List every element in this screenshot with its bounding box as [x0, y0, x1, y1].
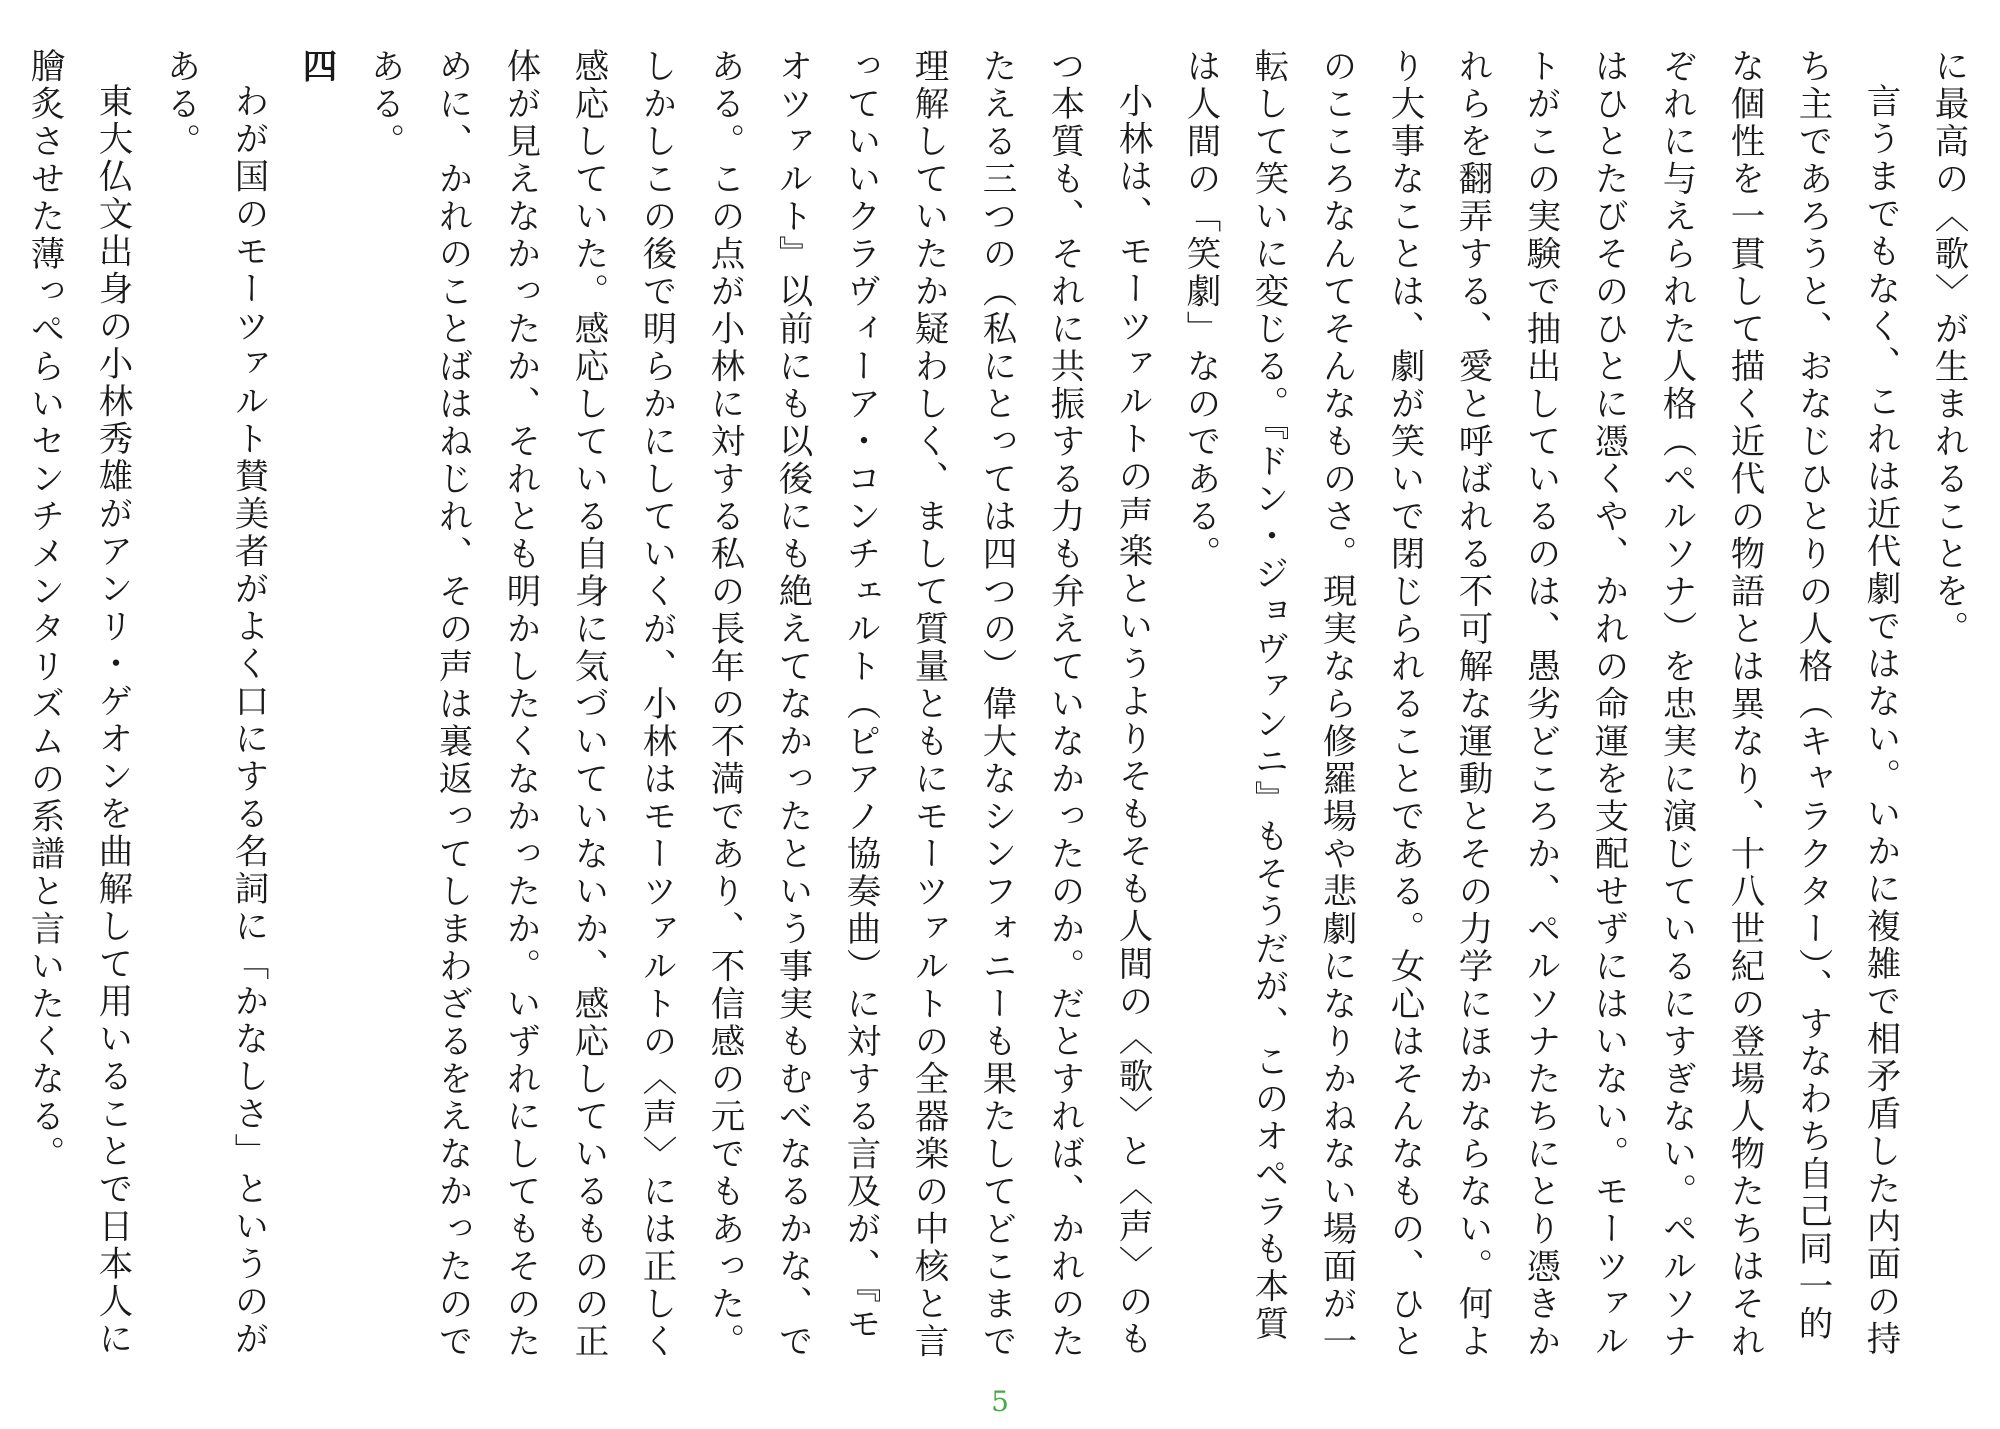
paragraph-continuation: に最高の〈歌〉が生まれることを。: [1928, 48, 1968, 648]
paragraph-sentimentalism: 東大仏文出身の小林秀雄がアンリ・ゲオンを曲解して用いることで日本人に膾炙させた薄っぺらいセンチメンタリズムの系譜と言いたくなる。: [24, 48, 132, 1358]
section-heading: 四: [296, 48, 336, 86]
paragraph-kanashisa: わが国のモーツァルト賛美者がよく口にする名詞に「かなしさ」というのがある。: [160, 48, 268, 1358]
page-number: 5: [991, 1385, 1009, 1418]
paragraph-modern-drama: 言うまでもなく、これは近代劇ではない。いかに複雑で相矛盾した内面の持ち主であろうと、おなじひとりの人格（キャラクター）、すなわち自己同一的な個性を一貫して描く近代の物語とは異なり、十八世紀の登場人物たちはそれぞれに与えられた人格（ペルソナ）を忠実に演じているにすぎない。ペルソナはひとたびそのひとに憑くや、かれの命運を支配せずにはいない。モーツァルトがこの実験で抽出しているのは、愚劣どころか、ペルソナたちにとり憑きかれらを翻弄する、愛と呼ばれる不可解な運動とその力学にほかならない。何より大事なことは、劇が笑いで閉じられることである。女心はそんなもの、ひとのこころなんてそんなものさ。現実なら修羅場や悲劇になりかねない場面が一転して笑いに変じる。『ドン・ジョヴァンニ』もそうだが、このオペラも本質は人間の「笑劇」なのである。: [1180, 48, 1900, 1361]
vertical-text-body: [10, 48, 1982, 1378]
paragraph-kobayashi: 小林は、モーツァルトの声楽というよりそもそも人間の〈歌〉と〈声〉のもつ本質も、それに共振する力も弁えていなかったのか。だとすれば、かれのたたえる三つの（私にとっては四つの）偉大なシンフォニーも果たしてどこまで理解していたか疑わしく、まして質量ともにモーツァルトの全器楽の中核と言っていいクラヴィーア・コンチェルト（ピアノ協奏曲）に対する言及が、『モオツァルト』以前にも以後にも絶えてなかったという事実もむべなるかな、である。この点が小林に対する私の長年の不満であり、不信感の元でもあった。しかしこの後で明らかにしていくが、小林はモーツァルトの〈声〉には正しく感応していた。感応している自身に気づいていないか、感応しているものの正体が見えなかったか、それとも明かしたくなかったか。いずれにしてもそのために、かれのことばはねじれ、その声は裏返ってしまわざるをえなかったのである。: [364, 48, 1152, 1361]
